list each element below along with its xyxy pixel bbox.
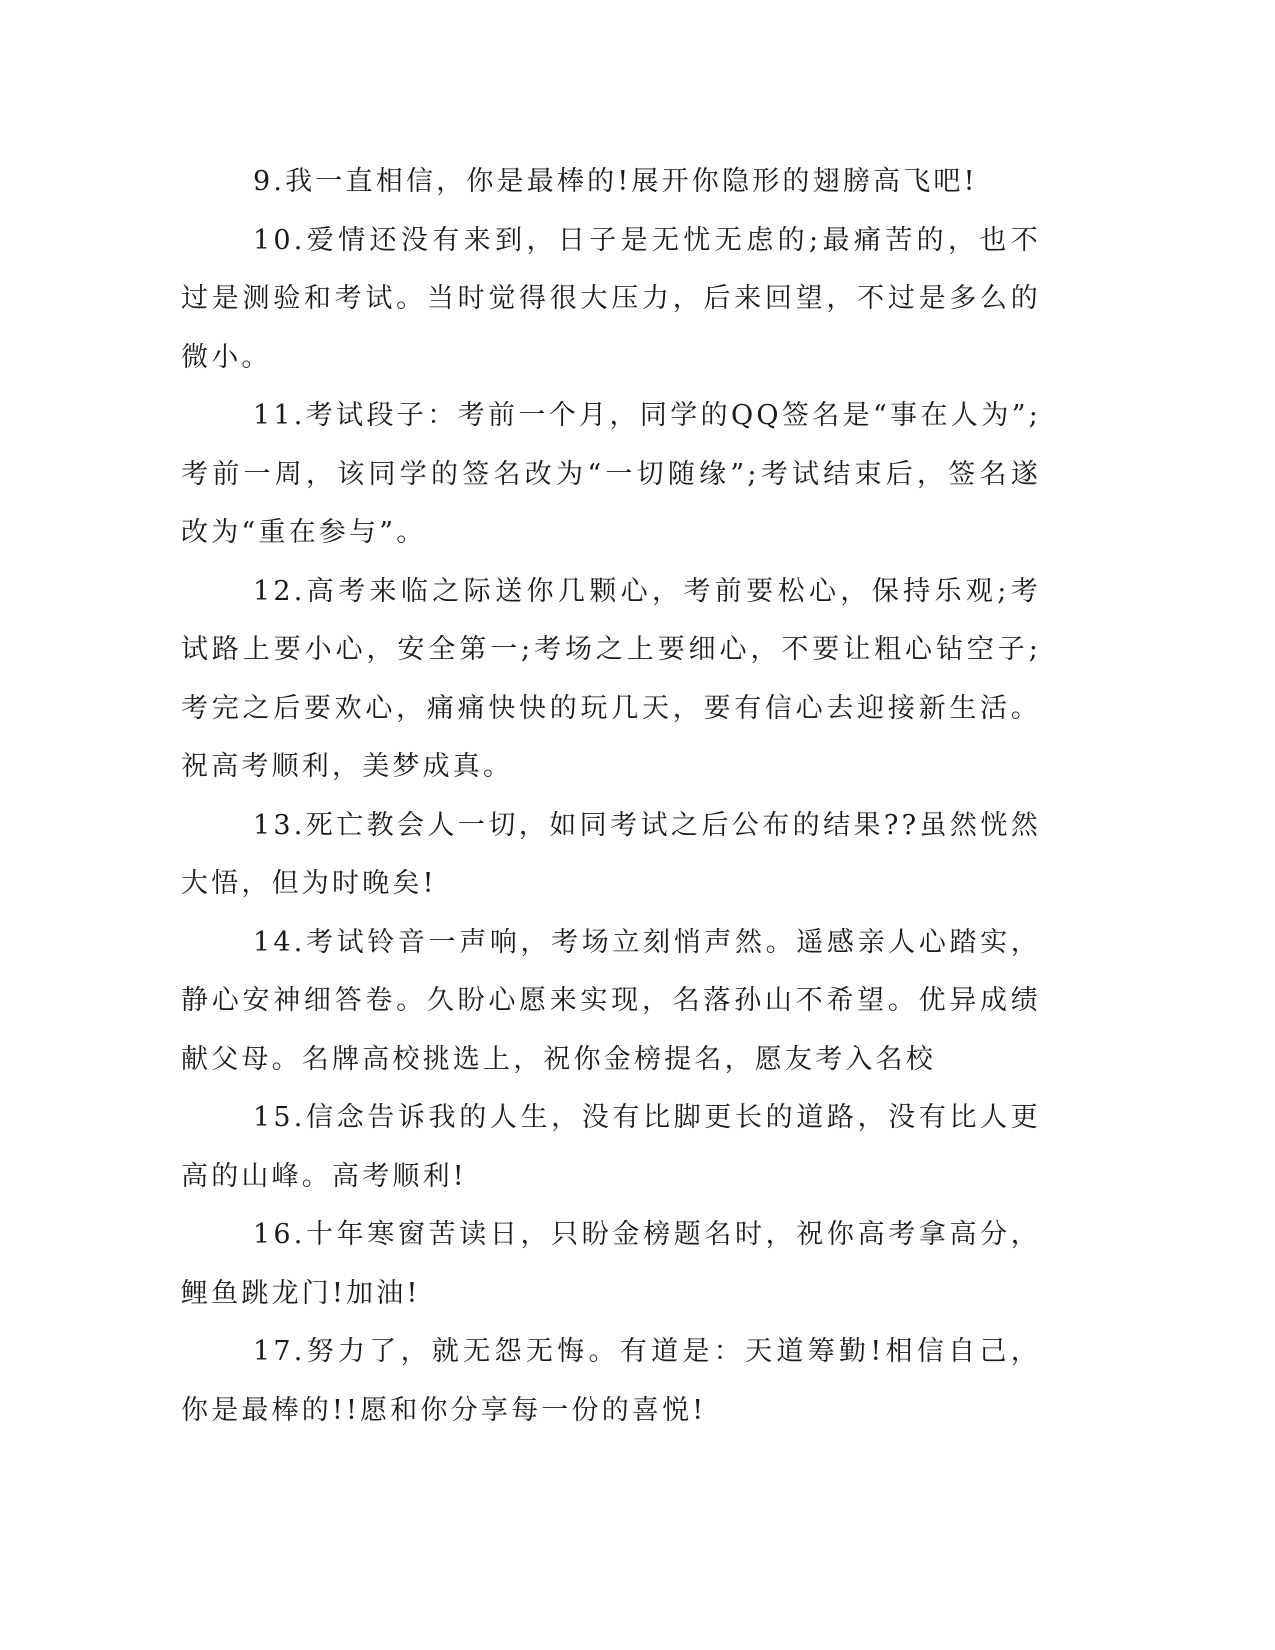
paragraph-14: 14.考试铃音一声响，考场立刻悄声然。遥感亲人心踏实，静心安神细答卷。久盼心愿来实现，名落孙山不希望。优异成绩献父母。名牌高校挑选上，祝你金榜提名，愿友考入名校 — [181, 926, 1041, 1075]
paragraph-10: 10.爱情还没有来到，日子是无忧无虑的;最痛苦的，也不过是测验和考试。当时觉得很大压力，后来回望，不过是多么的微小。 — [181, 224, 1041, 373]
paragraph-17: 17.努力了，就无怨无悔。有道是：天道筹勤!相信自己，你是最棒的!!愿和你分享每一份的喜悦! — [181, 1336, 1041, 1426]
document-body — [181, 153, 1041, 1440]
paragraph-12: 12.高考来临之际送你几颗心，考前要松心，保持乐观;考试路上要小心，安全第一;考场之上要细心，不要让粗心钻空子;考完之后要欢心，痛痛快快的玩几天，要有信心去迎接新生活。祝高考顺利，美梦成真。 — [181, 575, 1041, 782]
paragraph-13: 13.死亡教会人一切，如同考试之后公布的结果??虽然恍然大悟，但为时晚矣! — [181, 809, 1041, 899]
paragraph-15: 15.信念告诉我的人生，没有比脚更长的道路，没有比人更高的山峰。高考顺利! — [181, 1102, 1041, 1192]
paragraph-9: 9.我一直相信，你是最棒的!展开你隐形的翅膀高飞吧! — [253, 166, 978, 197]
paragraph-11: 11.考试段子：考前一个月，同学的QQ签名是“事在人为”;考前一周，该同学的签名改为“一切随缘”;考试结束后，签名遂改为“重在参与”。 — [181, 400, 1041, 548]
paragraph-16: 16.十年寒窗苦读日，只盼金榜题名时，祝你高考拿高分，鲤鱼跳龙门!加油! — [181, 1219, 1041, 1309]
